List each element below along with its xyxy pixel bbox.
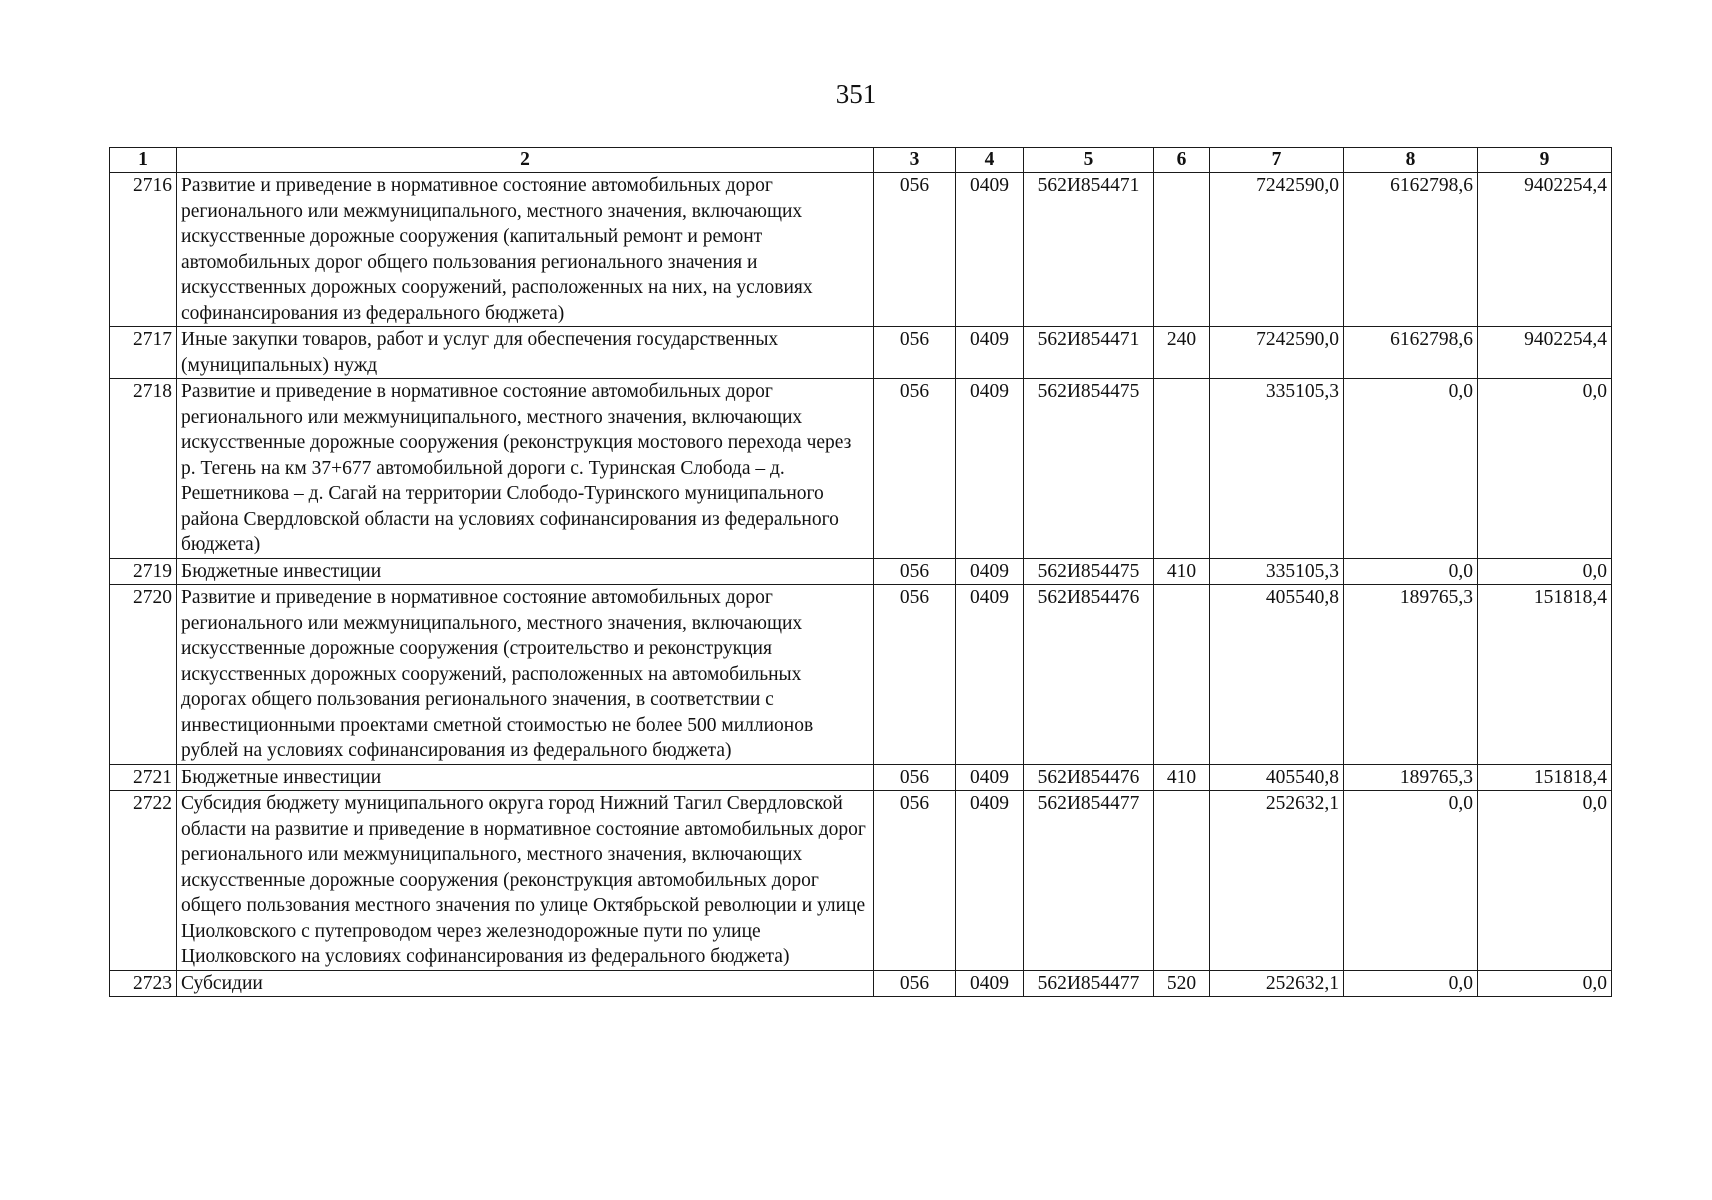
section-code: 0409	[956, 970, 1024, 997]
table-row	[110, 173, 1612, 327]
amount-col-8: 0,0	[1344, 379, 1478, 559]
amount-col-8: 6162798,6	[1344, 327, 1478, 379]
amount-col-9: 0,0	[1478, 379, 1612, 559]
row-description: Бюджетные инвестиции	[177, 558, 874, 585]
amount-col-9: 151818,4	[1478, 764, 1612, 791]
expense-type-code: 520	[1154, 970, 1210, 997]
row-number: 2723	[110, 970, 177, 997]
amount-col-7: 252632,1	[1210, 791, 1344, 971]
amount-col-9: 9402254,4	[1478, 327, 1612, 379]
row-number: 2720	[110, 585, 177, 765]
table-row	[110, 379, 1612, 559]
ministry-code: 056	[874, 327, 956, 379]
column-header: 2	[177, 148, 874, 173]
page-number: 351	[835, 79, 877, 109]
row-number: 2717	[110, 327, 177, 379]
ministry-code: 056	[874, 585, 956, 765]
amount-col-7: 405540,8	[1210, 585, 1344, 765]
section-code: 0409	[956, 764, 1024, 791]
amount-col-8: 6162798,6	[1344, 173, 1478, 327]
expense-type-code: 240	[1154, 327, 1210, 379]
target-article-code: 562И854471	[1024, 327, 1154, 379]
table-row	[110, 791, 1612, 971]
row-description: Субсидия бюджету муниципального округа город Нижний Тагил Свердловской области на развитие и приведение в нормативное состояние автомобильных дорог регионального или межмуниципального, местного значения, включающих искусственные дорожные сооружения (реконструкция автомобильных дорог общего пользования местного значения по улице Октябрьской революции и улице Циолковского с путепроводом через железнодорожные пути по улице Циолковского на условиях софинансирования из федерального бюджета)	[177, 791, 874, 971]
table-row	[110, 327, 1612, 379]
target-article-code: 562И854477	[1024, 791, 1154, 971]
section-code: 0409	[956, 173, 1024, 327]
amount-col-8: 0,0	[1344, 970, 1478, 997]
row-number: 2722	[110, 791, 177, 971]
target-article-code: 562И854475	[1024, 558, 1154, 585]
amount-col-8: 189765,3	[1344, 585, 1478, 765]
section-code: 0409	[956, 379, 1024, 559]
target-article-code: 562И854477	[1024, 970, 1154, 997]
table-row	[110, 970, 1612, 997]
amount-col-9: 151818,4	[1478, 585, 1612, 765]
row-description: Развитие и приведение в нормативное состояние автомобильных дорог регионального или межмуниципального, местного значения, включающих искусственные дорожные сооружения (строительство и реконструкция искусственных дорожных сооружений, расположенных на автомобильных дорогах общего пользования регионального значения, в соответствии с инвестиционными проектами сметной стоимостью не более 500 миллионов рублей на условиях софинансирования из федерального бюджета)	[177, 585, 874, 765]
amount-col-9: 0,0	[1478, 558, 1612, 585]
table-row	[110, 764, 1612, 791]
budget-table	[109, 147, 1612, 997]
row-number: 2721	[110, 764, 177, 791]
table-row	[110, 558, 1612, 585]
amount-col-9: 9402254,4	[1478, 173, 1612, 327]
row-description: Развитие и приведение в нормативное состояние автомобильных дорог регионального или межмуниципального, местного значения, включающих искусственные дорожные сооружения (реконструкция мостового перехода через р. Тегень на км 37+677 автомобильной дороги с. Туринская Слобода – д. Решетникова – д. Сагай на территории Слободо-Туринского муниципального района Свердловской области на условиях софинансирования из федерального бюджета)	[177, 379, 874, 559]
table-row	[110, 585, 1612, 765]
amount-col-9: 0,0	[1478, 791, 1612, 971]
section-code: 0409	[956, 327, 1024, 379]
row-number: 2716	[110, 173, 177, 327]
amount-col-8: 189765,3	[1344, 764, 1478, 791]
ministry-code: 056	[874, 379, 956, 559]
target-article-code: 562И854475	[1024, 379, 1154, 559]
expense-type-code	[1154, 585, 1210, 765]
amount-col-7: 7242590,0	[1210, 173, 1344, 327]
column-header: 3	[874, 148, 956, 173]
amount-col-9: 0,0	[1478, 970, 1612, 997]
row-description: Иные закупки товаров, работ и услуг для обеспечения государственных (муниципальных) нужд	[177, 327, 874, 379]
target-article-code: 562И854476	[1024, 585, 1154, 765]
amount-col-7: 335105,3	[1210, 379, 1344, 559]
row-number: 2719	[110, 558, 177, 585]
row-number: 2718	[110, 379, 177, 559]
column-header: 4	[956, 148, 1024, 173]
column-header: 6	[1154, 148, 1210, 173]
section-code: 0409	[956, 585, 1024, 765]
expense-type-code	[1154, 791, 1210, 971]
ministry-code: 056	[874, 558, 956, 585]
column-header: 5	[1024, 148, 1154, 173]
column-header: 7	[1210, 148, 1344, 173]
row-description: Бюджетные инвестиции	[177, 764, 874, 791]
row-description: Субсидии	[177, 970, 874, 997]
target-article-code: 562И854476	[1024, 764, 1154, 791]
target-article-code: 562И854471	[1024, 173, 1154, 327]
expense-type-code: 410	[1154, 558, 1210, 585]
expense-type-code	[1154, 379, 1210, 559]
amount-col-7: 335105,3	[1210, 558, 1344, 585]
amount-col-7: 7242590,0	[1210, 327, 1344, 379]
section-code: 0409	[956, 791, 1024, 971]
amount-col-7: 252632,1	[1210, 970, 1344, 997]
section-code: 0409	[956, 558, 1024, 585]
header-row	[110, 148, 1612, 173]
column-header: 9	[1478, 148, 1612, 173]
column-header: 8	[1344, 148, 1478, 173]
amount-col-8: 0,0	[1344, 791, 1478, 971]
ministry-code: 056	[874, 791, 956, 971]
amount-col-7: 405540,8	[1210, 764, 1344, 791]
ministry-code: 056	[874, 764, 956, 791]
ministry-code: 056	[874, 970, 956, 997]
amount-col-8: 0,0	[1344, 558, 1478, 585]
ministry-code: 056	[874, 173, 956, 327]
expense-type-code	[1154, 173, 1210, 327]
column-header: 1	[110, 148, 177, 173]
expense-type-code: 410	[1154, 764, 1210, 791]
row-description: Развитие и приведение в нормативное состояние автомобильных дорог регионального или межмуниципального, местного значения, включающих искусственные дорожные сооружения (капитальный ремонт и ремонт автомобильных дорог общего пользования регионального значения и искусственных дорожных сооружений, расположенных на них, на условиях софинансирования из федерального бюджета)	[177, 173, 874, 327]
